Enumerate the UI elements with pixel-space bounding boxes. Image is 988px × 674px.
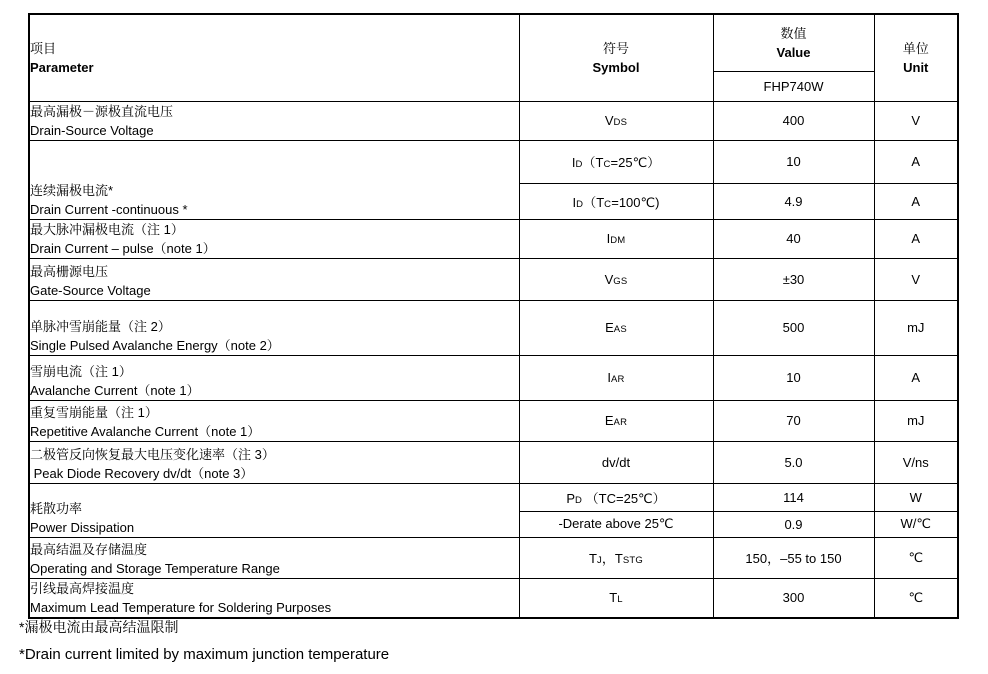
symbol-cell — [519, 101, 713, 140]
symbol-text: （T — [583, 194, 605, 210]
unit-cell: ℃ — [874, 537, 958, 578]
parameter-zh: 最高漏极－源极直流电压 — [30, 103, 174, 119]
parameter-cell — [29, 483, 519, 537]
symbol-text: I — [572, 194, 577, 210]
header-row — [29, 14, 958, 71]
symbol-text: E — [604, 413, 614, 428]
parameter-zh: 单脉冲雪崩能量（注 2） — [30, 318, 171, 334]
value-cell: 70 — [713, 400, 874, 441]
header-symbol-zh: 符号 — [602, 40, 629, 56]
symbol-text: I — [606, 231, 611, 246]
parameter-en: Single Pulsed Avalanche Energy（note 2） — [30, 337, 280, 353]
symbol-cell — [519, 300, 713, 355]
value-cell: 300 — [713, 578, 874, 618]
unit-cell: ℃ — [874, 578, 958, 618]
value-cell: ±30 — [713, 258, 874, 300]
symbol-text: =25℃） — [610, 155, 661, 170]
parameter-en: Drain Current -continuous * — [30, 201, 188, 217]
symbol-cell — [519, 355, 713, 400]
unit-cell: mJ — [874, 300, 958, 355]
unit-cell: A — [874, 219, 958, 258]
symbol-text: ，T — [601, 551, 623, 566]
symbol-subscript: STG — [622, 555, 643, 566]
parameter-zh: 最大脉冲漏极电流（注 1） — [30, 221, 184, 237]
symbol-subscript: GS — [613, 275, 628, 287]
table-row — [29, 441, 958, 483]
symbol-cell — [519, 441, 713, 483]
parameter-cell — [29, 355, 519, 400]
parameter-zh: 耗散功率 — [30, 500, 83, 516]
value-cell: 10 — [713, 355, 874, 400]
table-row — [29, 219, 958, 258]
symbol-subscript: L — [617, 594, 623, 605]
footnote-en: *Drain current limited by maximum junction temperature — [19, 646, 390, 663]
parameter-cell — [29, 300, 519, 355]
parameter-en: Maximum Lead Temperature for Soldering Purposes — [30, 599, 332, 615]
symbol-subscript: J — [596, 555, 602, 566]
parameter-cell — [29, 101, 519, 140]
parameter-en: Peak Diode Recovery dv/dt（note 3） — [30, 465, 254, 481]
unit-cell: W/℃ — [874, 511, 958, 537]
header-symbol-cell — [519, 14, 713, 101]
symbol-cell — [519, 183, 713, 219]
symbol-cell — [519, 400, 713, 441]
symbol-subscript: C — [604, 198, 612, 210]
symbol-cell — [519, 258, 713, 300]
table-row — [29, 300, 958, 355]
parameter-cell — [29, 441, 519, 483]
unit-cell: V/ns — [874, 441, 958, 483]
symbol-subscript: DM — [610, 235, 626, 246]
symbol-text: P — [566, 490, 575, 506]
symbol-text: =100℃) — [611, 194, 660, 210]
symbol-text: I — [607, 370, 611, 385]
symbol-text: T — [589, 551, 597, 566]
symbol-text: E — [605, 320, 614, 335]
parameter-zh: 引线最高焊接温度 — [30, 580, 135, 596]
symbol-text: -Derate above 25℃ — [558, 516, 674, 531]
symbol-subscript: D — [575, 494, 583, 506]
header-value-cell — [713, 14, 874, 71]
header-parameter-cell — [29, 14, 519, 101]
value-cell: 5.0 — [713, 441, 874, 483]
symbol-cell — [519, 219, 713, 258]
table-row — [29, 537, 958, 578]
parameter-cell — [29, 578, 519, 618]
header-parameter-en: Parameter — [30, 59, 94, 75]
header-model-cell: FHP740W — [713, 71, 874, 101]
parameter-cell — [29, 140, 519, 219]
unit-cell: A — [874, 355, 958, 400]
parameter-zh: 最高栅源电压 — [30, 263, 109, 279]
value-cell: 4.9 — [713, 183, 874, 219]
symbol-text: T — [609, 590, 618, 605]
symbol-cell — [519, 140, 713, 183]
parameter-cell — [29, 258, 519, 300]
value-cell: 0.9 — [713, 511, 874, 537]
footnote-zh: *漏极电流由最高结温限制 — [19, 619, 179, 635]
value-cell: 150，–55 to 150 — [713, 537, 874, 578]
parameter-zh: 雪崩电流（注 1） — [30, 363, 132, 379]
unit-cell: V — [874, 101, 958, 140]
table-row — [29, 578, 958, 618]
parameter-en: Avalanche Current（note 1） — [30, 382, 200, 398]
header-symbol-en: Symbol — [592, 59, 640, 75]
symbol-cell — [519, 483, 713, 511]
parameter-en: Gate-Source Voltage — [30, 282, 151, 298]
parameter-zh: 连续漏极电流* — [30, 182, 114, 198]
parameter-cell — [29, 219, 519, 258]
unit-cell: A — [874, 183, 958, 219]
table-row — [29, 483, 958, 511]
symbol-subscript: D — [576, 198, 584, 210]
value-cell: 10 — [713, 140, 874, 183]
parameter-en: Operating and Storage Temperature Range — [30, 560, 280, 576]
symbol-subscript: AS — [613, 324, 627, 335]
table-row — [29, 355, 958, 400]
symbol-text: V — [604, 113, 614, 128]
header-value-en: Value — [776, 44, 811, 60]
symbol-text: dv/dt — [601, 454, 631, 470]
symbol-subscript: D — [575, 159, 583, 170]
parameter-en: Drain-Source Voltage — [30, 122, 154, 138]
table-row — [29, 400, 958, 441]
symbol-subscript: DS — [613, 117, 628, 128]
parameter-cell — [29, 537, 519, 578]
unit-cell: V — [874, 258, 958, 300]
symbol-cell — [519, 537, 713, 578]
symbol-text: I — [571, 155, 576, 170]
table-row — [29, 140, 958, 183]
symbol-subscript: AR — [611, 374, 625, 385]
value-cell: 40 — [713, 219, 874, 258]
table-header — [29, 14, 958, 101]
header-unit-zh: 单位 — [902, 40, 929, 56]
parameter-zh: 最高结温及存储温度 — [30, 541, 148, 557]
symbol-text: V — [604, 271, 614, 287]
header-parameter-zh: 项目 — [30, 40, 57, 56]
value-cell: 500 — [713, 300, 874, 355]
parameter-en: Repetitive Avalanche Current（note 1） — [30, 423, 261, 439]
parameter-zh: 二极管反向恢复最大电压变化速率（注 3） — [30, 446, 275, 462]
parameter-cell — [29, 400, 519, 441]
parameter-en: Drain Current – pulse（note 1） — [30, 240, 216, 256]
header-value-zh: 数值 — [780, 25, 807, 41]
symbol-text: （T — [582, 155, 604, 170]
unit-cell: A — [874, 140, 958, 183]
value-cell: 400 — [713, 101, 874, 140]
symbol-cell — [519, 578, 713, 618]
table-row — [29, 258, 958, 300]
header-unit-en: Unit — [903, 59, 929, 75]
symbol-text: （TC=25℃） — [582, 490, 666, 506]
unit-cell: mJ — [874, 400, 958, 441]
unit-cell: W — [874, 483, 958, 511]
table-row — [29, 101, 958, 140]
symbol-cell — [519, 511, 713, 537]
datasheet-table — [28, 13, 959, 619]
symbol-subscript: C — [603, 159, 611, 170]
table-body — [29, 101, 958, 618]
header-unit-cell — [874, 14, 958, 101]
symbol-subscript: AR — [613, 417, 628, 428]
parameter-zh: 重复雪崩能量（注 1） — [30, 404, 158, 420]
parameter-en: Power Dissipation — [30, 519, 135, 535]
value-cell: 114 — [713, 483, 874, 511]
